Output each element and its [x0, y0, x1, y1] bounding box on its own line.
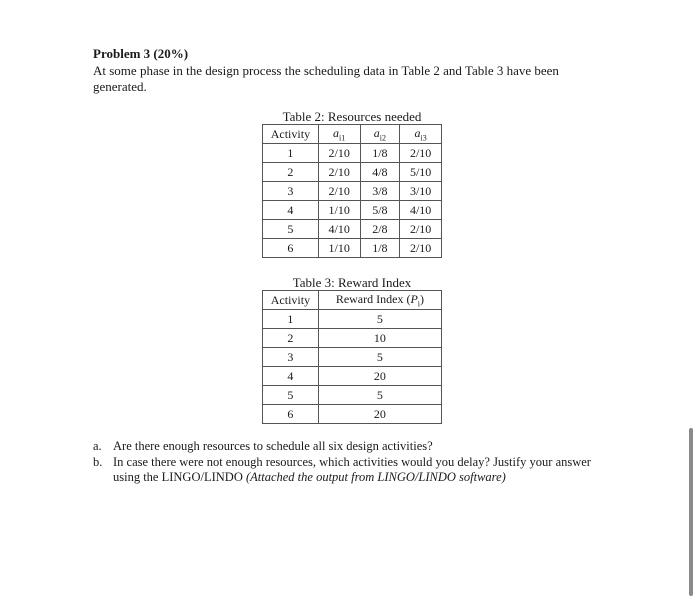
table2-header-ai3-symbol: a [414, 125, 421, 140]
question-text: In case there were not enough resources, which activities would you delay? Justify your answer using the LINGO/LINDO [113, 455, 591, 484]
table3-cell: 6 [263, 405, 319, 424]
table2-cell: 5/10 [400, 163, 442, 182]
table2-cell: 2/10 [400, 239, 442, 258]
table2-cell: 2/10 [318, 182, 360, 201]
table2-cell: 1 [263, 144, 319, 163]
table2-cell: 2/10 [318, 163, 360, 182]
question-label: a. [93, 439, 102, 453]
vertical-scrollbar[interactable] [689, 428, 693, 596]
table2-header-ai1-subscript: i1 [339, 133, 346, 143]
table3-cell: 5 [318, 310, 441, 329]
table2-cell: 1/8 [360, 144, 400, 163]
question-text: Are there enough resources to schedule all six design activities? [113, 439, 433, 453]
table2-header-ai1 [318, 125, 360, 144]
table3-cell: 5 [318, 348, 441, 367]
table3-header-row [263, 291, 442, 310]
table-row [263, 386, 442, 405]
table2-cell: 5 [263, 220, 319, 239]
table-row [263, 348, 442, 367]
problem-intro: At some phase in the design process the scheduling data in Table 2 and Table 3 have been generated. [93, 63, 559, 94]
table2-header-row [263, 125, 442, 144]
table3-caption: Table 3: Reward Index [292, 275, 412, 290]
table2-cell: 2 [263, 163, 319, 182]
table2-header-ai2-subscript: i2 [379, 133, 386, 143]
table3-cell: 20 [318, 405, 441, 424]
table3-cell: 2 [263, 329, 319, 348]
table2-cell: 1/8 [360, 239, 400, 258]
table2-cell: 3/8 [360, 182, 400, 201]
table2-cell: 2/10 [400, 220, 442, 239]
table3-header-reward-label: Reward Index ( [335, 291, 411, 306]
table2-cell: 1/10 [318, 239, 360, 258]
table-row [263, 220, 442, 239]
table2-cell: 4/10 [318, 220, 360, 239]
table3-cell: 5 [318, 386, 441, 405]
table2-cell: 3/10 [400, 182, 442, 201]
table2-cell: 2/8 [360, 220, 400, 239]
table-row [263, 182, 442, 201]
table3 [262, 290, 442, 424]
table2-cell: 2/10 [318, 144, 360, 163]
table-row [263, 144, 442, 163]
table2-header-ai3 [400, 125, 442, 144]
list-item [93, 455, 593, 485]
table-row [263, 310, 442, 329]
table3-cell: 20 [318, 367, 441, 386]
table3-cell: 1 [263, 310, 319, 329]
table3-cell: 3 [263, 348, 319, 367]
table-row [263, 405, 442, 424]
table3-cell: 5 [263, 386, 319, 405]
table-row [263, 367, 442, 386]
table3-header-reward-subscript: i [417, 299, 421, 309]
table2-cell: 4/10 [400, 201, 442, 220]
table2-cell: 5/8 [360, 201, 400, 220]
question-note: (Attached the output from LINGO/LINDO software) [245, 470, 506, 484]
table2-caption: Table 2: Resources needed [282, 109, 422, 124]
table2 [262, 124, 442, 258]
table2-cell: 2/10 [400, 144, 442, 163]
list-item [93, 439, 593, 454]
problem-title: Problem 3 (20%) [93, 46, 189, 61]
table-row [263, 163, 442, 182]
table-row [263, 201, 442, 220]
table-row [263, 329, 442, 348]
table3-header-activity: Activity [263, 291, 319, 310]
table2-cell: 4 [263, 201, 319, 220]
table2-header-ai1-symbol: a [333, 125, 340, 140]
table2-header-ai3-subscript: i3 [420, 133, 427, 143]
question-label: b. [93, 455, 103, 469]
table2-cell: 6 [263, 239, 319, 258]
table2-header-ai2 [360, 125, 400, 144]
question-list [93, 439, 593, 486]
table2-header-ai2-symbol: a [373, 125, 380, 140]
table2-cell: 4/8 [360, 163, 400, 182]
table3-header-reward-close: ) [420, 291, 425, 306]
table2-header-activity: Activity [263, 125, 319, 144]
table2-cell: 3 [263, 182, 319, 201]
table3-cell: 10 [318, 329, 441, 348]
table3-header-reward-symbol: P [410, 291, 418, 306]
table-row [263, 239, 442, 258]
table3-header-reward [318, 291, 441, 310]
table3-cell: 4 [263, 367, 319, 386]
table2-cell: 1/10 [318, 201, 360, 220]
